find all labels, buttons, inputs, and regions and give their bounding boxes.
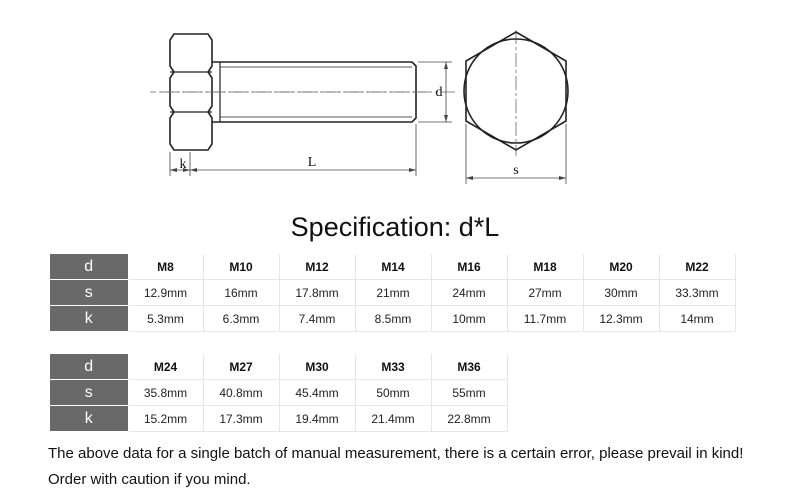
bolt-drawing xyxy=(150,18,590,193)
table-cell: M24 xyxy=(128,354,203,380)
table-row-k xyxy=(50,306,735,332)
arrow-L-left xyxy=(190,168,197,172)
table-cell: 55mm xyxy=(431,380,507,406)
row-label-k: k xyxy=(50,406,128,432)
table-cell: 17.8mm xyxy=(279,280,355,306)
arrow-s-right xyxy=(559,176,566,180)
table-cell: 11.7mm xyxy=(507,306,583,332)
table-cell: M33 xyxy=(355,354,431,380)
table-row-k xyxy=(50,406,507,432)
arrow-s-left xyxy=(466,176,473,180)
table-cell: 24mm xyxy=(431,280,507,306)
arrow-d-top xyxy=(444,62,448,69)
row-label-s: s xyxy=(50,380,128,406)
row-label-d: d xyxy=(50,354,128,380)
table-cell: 7.4mm xyxy=(279,306,355,332)
table-cell: M12 xyxy=(279,254,355,280)
arrow-d-bottom xyxy=(444,115,448,122)
dim-label-L: L xyxy=(307,155,317,170)
table-cell: 50mm xyxy=(355,380,431,406)
table-cell: 30mm xyxy=(583,280,659,306)
table-cell: M16 xyxy=(431,254,507,280)
center-lines xyxy=(150,30,516,156)
table-cell: 10mm xyxy=(431,306,507,332)
spec-table-2 xyxy=(50,354,508,432)
spec-table-1 xyxy=(50,254,736,332)
measurement-note: The above data for a single batch of manual measurement, there is a certain error, please prevail in kind! Order with caution if you mind. xyxy=(48,445,744,488)
table-cell: 12.9mm xyxy=(128,280,203,306)
table-cell: 45.4mm xyxy=(279,380,355,406)
table-cell: M8 xyxy=(128,254,203,280)
table-cell: 27mm xyxy=(507,280,583,306)
table-row-s xyxy=(50,280,735,306)
table-cell: 14mm xyxy=(659,306,735,332)
table-cell: 16mm xyxy=(203,280,279,306)
table-row-s xyxy=(50,380,507,406)
table-cell: 21.4mm xyxy=(355,406,431,432)
table-row-d xyxy=(50,254,735,280)
table-cell: M20 xyxy=(583,254,659,280)
dimension-lines xyxy=(170,62,566,184)
dim-label-s: s xyxy=(513,163,519,178)
dim-label-d: d xyxy=(435,85,443,100)
row-label-s: s xyxy=(50,280,128,306)
dim-label-k: k xyxy=(179,157,187,172)
table-cell: 40.8mm xyxy=(203,380,279,406)
table-cell: M22 xyxy=(659,254,735,280)
table-cell: 19.4mm xyxy=(279,406,355,432)
table-cell: M27 xyxy=(203,354,279,380)
table-cell: 17.3mm xyxy=(203,406,279,432)
specification-title: Specification: d*L xyxy=(290,212,500,242)
table-cell: M10 xyxy=(203,254,279,280)
row-label-k: k xyxy=(50,306,128,332)
bolt-drawing-svg xyxy=(150,18,590,193)
table-cell: 6.3mm xyxy=(203,306,279,332)
dimension-arrows xyxy=(170,62,566,180)
table-cell: M36 xyxy=(431,354,507,380)
table-cell: M30 xyxy=(279,354,355,380)
table-cell: 5.3mm xyxy=(128,306,203,332)
table-row-d xyxy=(50,354,507,380)
table-cell: 15.2mm xyxy=(128,406,203,432)
table-cell: M14 xyxy=(355,254,431,280)
table-cell: 8.5mm xyxy=(355,306,431,332)
row-label-d: d xyxy=(50,254,128,280)
arrow-L-right xyxy=(409,168,416,172)
arrow-k-left xyxy=(170,168,177,172)
table-cell: 21mm xyxy=(355,280,431,306)
table-cell: 22.8mm xyxy=(431,406,507,432)
table-cell: M18 xyxy=(507,254,583,280)
table-cell: 12.3mm xyxy=(583,306,659,332)
table-cell: 33.3mm xyxy=(659,280,735,306)
table-cell: 35.8mm xyxy=(128,380,203,406)
